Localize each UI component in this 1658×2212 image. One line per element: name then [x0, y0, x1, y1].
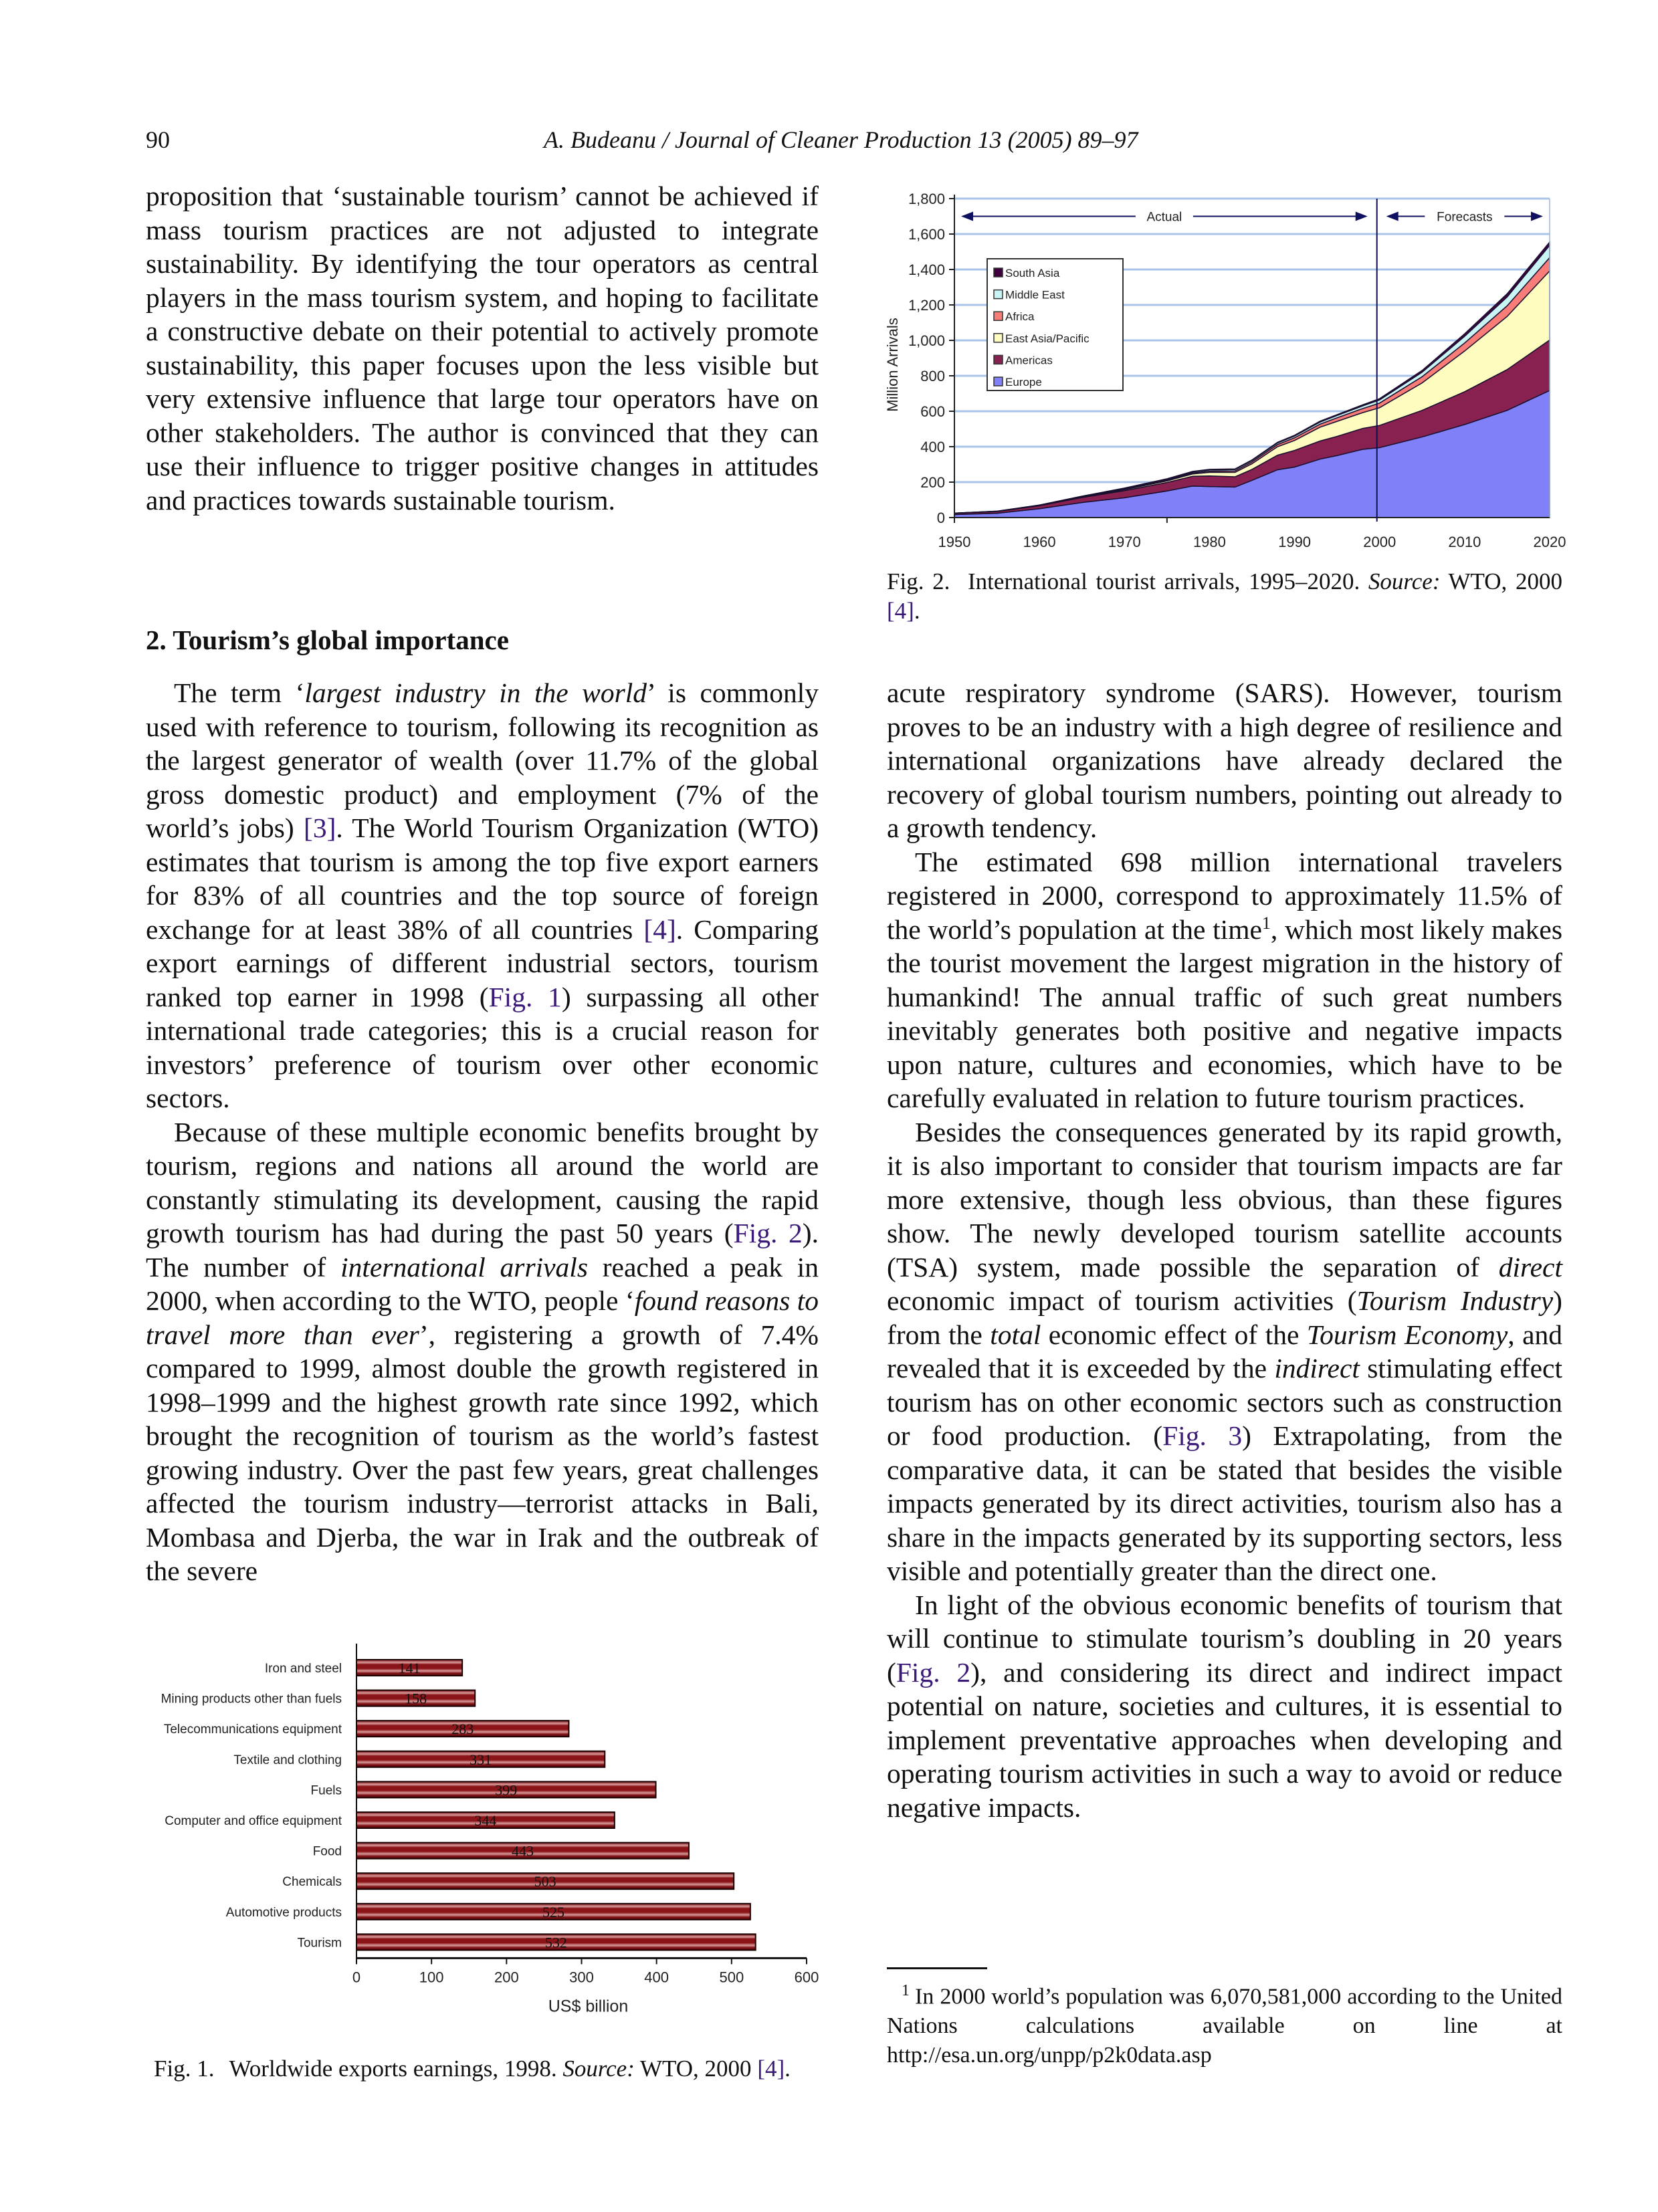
- annotation-label: Actual: [1146, 210, 1182, 225]
- legend-label: Americas: [1005, 354, 1053, 367]
- legend-item: [994, 332, 1090, 345]
- left-column-body: [146, 676, 819, 1588]
- page-number: 90: [146, 126, 170, 153]
- x-tick-label: 400: [644, 1969, 669, 1986]
- y-tick-label: 0: [936, 510, 945, 526]
- category-label: Chemicals: [282, 1875, 342, 1890]
- paragraph-largest-industry: The term ‘largest industry in the world’ is commonly used with reference to tourism, following its recognition as the largest generator of wealth (over 11.7% of the global gross domestic product) and employment (7% of the world’s jobs) [3]. The World Tourism Organization (WTO) estimates that tourism is among the top five export earners for 83% of all countries and the top source of foreign exchange for at least 38% of all countries [4]. Comparing export earnings of different industrial sectors, tourism ranked top earner in 1998 (Fig. 1) surpassing all other international trade categories; this is a crucial reason for investors’ preference of tourism over other economic sectors.: [146, 677, 819, 1113]
- data-label: 532: [544, 1934, 567, 1951]
- y-tick-label: 1,000: [908, 332, 945, 349]
- y-tick-label: 1,200: [908, 297, 945, 314]
- x-tick-label: 1960: [1023, 534, 1056, 550]
- annotation-forecasts: [1386, 211, 1543, 225]
- data-label: 141: [398, 1660, 421, 1676]
- figure-link[interactable]: Fig. 2: [733, 1218, 803, 1248]
- x-tick-label: 1970: [1108, 534, 1141, 550]
- figure-1-bar-chart: [127, 1632, 829, 2033]
- data-label: 503: [534, 1873, 556, 1890]
- category-label: Computer and office equipment: [165, 1814, 342, 1828]
- left-column-intro: [146, 179, 819, 517]
- category-label: Mining products other than fuels: [161, 1692, 342, 1706]
- data-label: 283: [451, 1721, 474, 1738]
- data-label: 158: [405, 1690, 427, 1707]
- x-axis-title: US$ billion: [548, 1997, 629, 2016]
- category-label: Fuels: [310, 1783, 342, 1798]
- legend-swatch: [994, 268, 1003, 277]
- y-tick-label: 400: [920, 439, 945, 455]
- citation-link[interactable]: [4]: [757, 2056, 785, 2082]
- x-tick-label: 1990: [1278, 534, 1312, 550]
- arrow-left-icon: [1386, 212, 1398, 221]
- y-tick-label: 800: [920, 368, 945, 384]
- x-tick-label: 2020: [1533, 534, 1566, 550]
- citation-link[interactable]: [4]: [887, 598, 914, 624]
- category-label: Tourism: [297, 1936, 342, 1951]
- citation-link[interactable]: [3]: [304, 812, 336, 843]
- paragraph-698-million: The estimated 698 million international travelers registered in 2000, correspond to approximately 11.5% of the world’s population at the time$^1$, which most likely makes the tourist movement the largest migration in the history of humankind! The annual traffic of such great numbers inevitably generates both positive and negative impacts upon nature, cultures and economies, which have to be carefully evaluated in relation to future tourism practices.: [887, 846, 1562, 1113]
- y-tick-label: 600: [920, 403, 945, 420]
- x-tick-label: 300: [569, 1969, 594, 1986]
- figure-1-caption: Fig. 1. Worldwide exports earnings, 1998. Source: WTO, 2000 [4].: [154, 2056, 791, 2082]
- paragraph-economic-benefits: Because of these multiple economic benefits brought by tourism, regions and nations all around the world are constantly stimulating its development, causing the rapid growth tourism has had during the past 50 years (Fig. 2). The number of international arrivals reached a peak in 2000, when according to the WTO, people ‘found reasons to travel more than ever’, registering a growth of 7.4% compared to 1999, almost double the growth registered in 1998–1999 and the highest growth rate since 1992, which brought the recognition of tourism as the world’s fastest growing industry. Over the past few years, great challenges affected the tourism industry—terrorist attacks in Bali, Mombasa and Djerba, the war in Irak and the outbreak of the severe: [146, 1116, 819, 1586]
- y-axis-title: Million Arrivals: [884, 318, 901, 412]
- figure-2-caption: Fig. 2. International tourist arrivals, 1995–2020. Source: WTO, 2000 [4].: [887, 568, 1562, 624]
- paragraph-sars: acute respiratory syndrome (SARS). However, tourism proves to be an industry with a high degree of resilience and international organizations have already declared the recovery of global tourism numbers, pointing out already to a growth tendency.: [887, 677, 1562, 843]
- x-tick-label: 0: [352, 1969, 361, 1986]
- footnote-divider: [887, 1967, 987, 1969]
- y-tick-label: 200: [920, 474, 945, 491]
- legend-swatch: [994, 334, 1003, 342]
- x-tick-label: 500: [719, 1969, 744, 1986]
- category-label: Textile and clothing: [233, 1753, 342, 1767]
- x-tick-label: 600: [794, 1969, 819, 1986]
- running-title: A. Budeanu / Journal of Cleaner Production 13 (2005) 89–97: [544, 126, 1138, 153]
- y-tick-label: 1,400: [908, 261, 945, 278]
- annotation-label: Forecasts: [1437, 210, 1493, 225]
- paragraph-preventative-approaches: In light of the obvious economic benefits of tourism that will continue to stimulate tourism’s doubling in 20 years (Fig. 2), and considering its direct and indirect impact potential on nature, societies and cultures, it is essential to implement preventative approaches when developing and operating tourism activities in such a way to avoid or reduce negative impacts.: [887, 1589, 1562, 1823]
- legend-label: Africa: [1005, 310, 1035, 324]
- x-tick-label: 2000: [1363, 534, 1396, 550]
- data-label: 344: [474, 1812, 497, 1829]
- legend-label: East Asia/Pacific: [1005, 332, 1090, 345]
- section-heading: 2. Tourism’s global importance: [146, 625, 509, 655]
- legend-swatch: [994, 377, 1003, 386]
- arrow-right-icon: [1531, 212, 1543, 221]
- y-tick-label: 1,800: [908, 191, 945, 207]
- figure-2-area-chart: [863, 174, 1572, 568]
- legend-label: South Asia: [1005, 267, 1060, 280]
- figure-link[interactable]: Fig. 2: [896, 1656, 971, 1688]
- right-column-body: [887, 676, 1562, 1824]
- legend-label: Europe: [1005, 376, 1042, 389]
- x-tick-label: 200: [494, 1969, 519, 1986]
- data-label: 331: [470, 1751, 492, 1768]
- category-label: Telecommunications equipment: [163, 1723, 342, 1737]
- arrow-left-icon: [961, 212, 973, 221]
- paragraph-tsa: Besides the consequences generated by its rapid growth, it is also important to consider that tourism impacts are far more extensive, though less obvious, than these figures show. The newly developed tourism satellite accounts (TSA) system, made possible the separation of direct economic impact of tourism activities (Tourism Industry) from the total economic effect of the Tourism Economy, and revealed that it is exceeded by the indirect stimulating effect tourism has on other economic sectors such as construction or food production. (Fig. 3) Extrapolating, from the comparative data, it can be stated that besides the visible impacts generated by its direct activities, tourism also has a share in the impacts generated by its supporting sectors, less visible and potentially greater than the direct one.: [887, 1116, 1563, 1586]
- category-label: Food: [312, 1844, 342, 1859]
- figure-link[interactable]: Fig. 3: [1162, 1420, 1243, 1451]
- y-tick-label: 1,600: [908, 226, 945, 243]
- x-tick-label: 2010: [1448, 534, 1481, 550]
- legend-label: Middle East: [1005, 288, 1065, 302]
- footnote: $^1$ In 2000 world’s population was 6,070,581,000 according to the United Nations calculations available on line at http://esa.un.org/unpp/p2k0data.asp: [887, 1982, 1562, 2068]
- annotation-actual: [961, 211, 1368, 225]
- legend-swatch: [994, 290, 1003, 299]
- legend-swatch: [994, 312, 1003, 320]
- citation-link[interactable]: [4]: [643, 913, 676, 945]
- legend-swatch: [994, 355, 1003, 364]
- figure-link[interactable]: Fig. 1: [488, 981, 562, 1012]
- arrow-right-icon: [1356, 212, 1368, 221]
- x-tick-label: 100: [419, 1969, 444, 1986]
- data-label: 443: [511, 1842, 534, 1860]
- x-tick-label: 1980: [1193, 534, 1226, 550]
- category-label: Iron and steel: [264, 1662, 342, 1676]
- data-label: 525: [542, 1903, 564, 1920]
- category-label: Automotive products: [225, 1905, 342, 1920]
- data-label: 399: [495, 1781, 518, 1799]
- x-tick-label: 1950: [938, 534, 971, 550]
- footnote-mark[interactable]: 1: [1261, 913, 1271, 933]
- intro-paragraph: proposition that ‘sustainable tourism’ cannot be achieved if mass tourism practices are not adjusted to integrate sustainability. By identifying the tour operators as central players in the mass tourism system, and hoping to facilitate a constructive debate on their potential to actively promote sustainability, this paper focuses upon the less visible but very extensive influence that large tour operators have on other stakeholders. The author is convinced that they can use their influence to trigger positive changes in attitudes and practices towards sustainable tourism.: [146, 181, 819, 516]
